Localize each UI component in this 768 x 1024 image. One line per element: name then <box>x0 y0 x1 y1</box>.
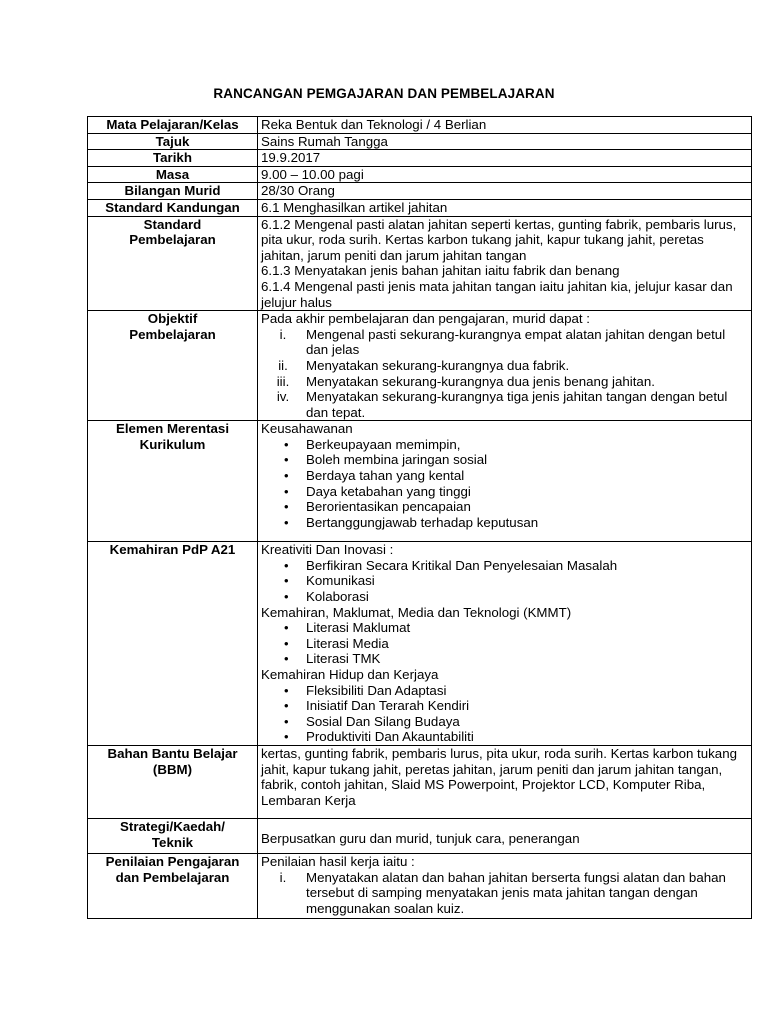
table-row <box>88 311 752 421</box>
label-tajuk: Tajuk <box>88 133 258 150</box>
list-item: • Literasi Media <box>306 636 748 652</box>
table-row <box>88 216 752 311</box>
list-item <box>276 373 748 390</box>
value-bilangan-murid: 28/30 Orang <box>258 183 752 200</box>
document-title: RANCANGAN PEMGAJARAN DAN PEMBELAJARAN <box>213 86 555 101</box>
value-bbm: kertas, gunting fabrik, pembaris lurus, pita ukur, roda surih. Kertas karbon tukang jahit, kapur tukang jahit, peretas jahitan, jarum peniti dan jarum jahitan tangan, fabrik, contoh jahitan, Slaid MS Powerpoint, Projektor LCD, Komputer Riba, Lembaran Kerja <box>258 746 752 819</box>
list-text: Menyatakan alatan dan bahan jahitan berserta fungsi alatan dan bahan tersebut di samping menyatakan jenis mata jahitan tangan dengan menggunakan soalan kuiz. <box>306 869 726 916</box>
label-emk <box>88 421 258 542</box>
label-line: Penilaian Pengajaran <box>105 854 240 869</box>
lesson-plan-table <box>87 116 752 919</box>
list-item <box>278 357 748 374</box>
list-item: • Produktiviti Dan Akauntabiliti <box>306 729 748 745</box>
table-row <box>88 199 752 216</box>
label-tarikh: Tarikh <box>88 150 258 167</box>
label-line: Kurikulum <box>139 436 206 452</box>
label-line: Teknik <box>151 834 194 850</box>
value-masa: 9.00 – 10.00 pagi <box>258 166 752 183</box>
label-bbm <box>88 746 258 819</box>
list-item: • Komunikasi <box>306 573 748 589</box>
list-item <box>279 326 748 358</box>
value-standard-pembelajaran <box>258 216 752 311</box>
label-line: dan Pembelajaran <box>115 869 230 885</box>
table-row <box>88 819 752 854</box>
label-penilaian <box>88 854 258 919</box>
label-line: Standard <box>143 216 202 232</box>
table-row <box>88 166 752 183</box>
pdp21-list <box>261 558 748 605</box>
value-penilaian <box>258 854 752 919</box>
table-row <box>88 150 752 167</box>
list-item: • Bertanggungjawab terhadap keputusan <box>306 515 748 531</box>
value-objektif <box>258 311 752 421</box>
penilaian-intro: Penilaian hasil kerja iaitu : <box>261 854 415 869</box>
label-strategi <box>88 819 258 854</box>
label-line: Strategi/Kaedah/ <box>120 819 225 834</box>
list-item <box>276 389 748 420</box>
value-tajuk: Sains Rumah Tangga <box>258 133 752 150</box>
label-standard-kandungan: Standard Kandungan <box>88 199 258 216</box>
label-line: Bahan Bantu Belajar <box>107 746 238 761</box>
label-line: (BBM) <box>152 761 193 777</box>
list-item: • Fleksibiliti Dan Adaptasi <box>306 683 748 699</box>
label-masa: Masa <box>88 166 258 183</box>
label-line: Pembelajaran <box>129 326 216 342</box>
pdp21-heading: Kreativiti Dan Inovasi : <box>261 542 394 558</box>
list-item: • Kolaborasi <box>306 589 748 605</box>
table-row <box>88 746 752 819</box>
standard-item: 6.1.3 Menyatakan jenis bahan jahitan iaitu fabrik dan benang <box>261 263 620 279</box>
list-item: • Berorientasikan pencapaian <box>306 499 748 515</box>
table-row <box>88 133 752 150</box>
list-item: • Berkeupayaan memimpin, <box>306 437 748 453</box>
value-strategi: Berpusatkan guru dan murid, tunjuk cara, penerangan <box>258 819 752 854</box>
pdp21-list <box>261 620 748 667</box>
list-number: iv. <box>276 389 290 405</box>
label-mata-pelajaran: Mata Pelajaran/Kelas <box>88 117 258 134</box>
penilaian-list <box>261 870 748 917</box>
list-item: • Berdaya tahan yang kental <box>306 468 748 484</box>
standard-item: 6.1.2 Mengenal pasti alatan jahitan seperti kertas, gunting fabrik, pembaris lurus, pita ukur, roda surih. Kertas karbon tukang jahit, kapur tukang jahit, peretas jahitan, jarum peniti dan jarum jahitan tangan <box>261 216 737 263</box>
table-row <box>88 854 752 919</box>
list-number: iii. <box>276 373 290 389</box>
list-number: i. <box>279 869 287 885</box>
label-standard-pembelajaran <box>88 216 258 311</box>
label-bilangan-murid: Bilangan Murid <box>88 183 258 200</box>
emk-heading: Keusahawanan <box>261 421 353 437</box>
label-line: Pembelajaran <box>129 232 216 248</box>
value-pdp21 <box>258 542 752 746</box>
pdp21-heading: Kemahiran, Maklumat, Media dan Teknologi (KMMT) <box>261 604 572 620</box>
list-text: Menyatakan sekurang-kurangnya dua fabrik. <box>306 357 570 373</box>
list-item: • Sosial Dan Silang Budaya <box>306 714 748 730</box>
list-number: ii. <box>278 357 288 373</box>
list-text: Menyatakan sekurang-kurangnya dua jenis benang jahitan. <box>306 373 655 389</box>
table-row <box>88 117 752 134</box>
list-text: Mengenal pasti sekurang-kurangnya empat alatan jahitan dengan betul dan jelas <box>306 326 726 358</box>
list-item: • Literasi TMK <box>306 651 748 667</box>
list-number: i. <box>279 326 287 342</box>
list-item: • Literasi Maklumat <box>306 620 748 636</box>
value-emk <box>258 421 752 542</box>
list-item: • Daya ketabahan yang tinggi <box>306 484 748 500</box>
label-line: Objektif <box>147 311 198 327</box>
pdp21-list <box>261 683 748 745</box>
table-row <box>88 421 752 542</box>
list-item: • Inisiatif Dan Terarah Kendiri <box>306 698 748 714</box>
objektif-intro: Pada akhir pembelajaran dan pengajaran, murid dapat : <box>261 311 590 327</box>
label-line: Elemen Merentasi <box>115 421 230 437</box>
table-row <box>88 542 752 746</box>
list-item <box>279 869 748 917</box>
standard-item: 6.1.4 Mengenal pasti jenis mata jahitan tangan iaitu jahitan kia, jelujur kasar dan jelujur halus <box>261 278 733 310</box>
value-standard-kandungan: 6.1 Menghasilkan artikel jahitan <box>258 199 752 216</box>
list-text: Menyatakan sekurang-kurangnya tiga jenis jahitan tangan dengan betul dan tepat. <box>306 389 728 420</box>
value-mata-pelajaran: Reka Bentuk dan Teknologi / 4 Berlian <box>258 117 752 134</box>
value-tarikh: 19.9.2017 <box>258 150 752 167</box>
table-row <box>88 183 752 200</box>
list-item: • Berfikiran Secara Kritikal Dan Penyelesaian Masalah <box>306 558 748 574</box>
pdp21-heading: Kemahiran Hidup dan Kerjaya <box>261 667 439 683</box>
objektif-list <box>261 327 748 421</box>
emk-list <box>261 437 748 531</box>
list-item: • Boleh membina jaringan sosial <box>306 452 748 468</box>
label-objektif <box>88 311 258 421</box>
label-pdp21: Kemahiran PdP A21 <box>88 542 258 746</box>
